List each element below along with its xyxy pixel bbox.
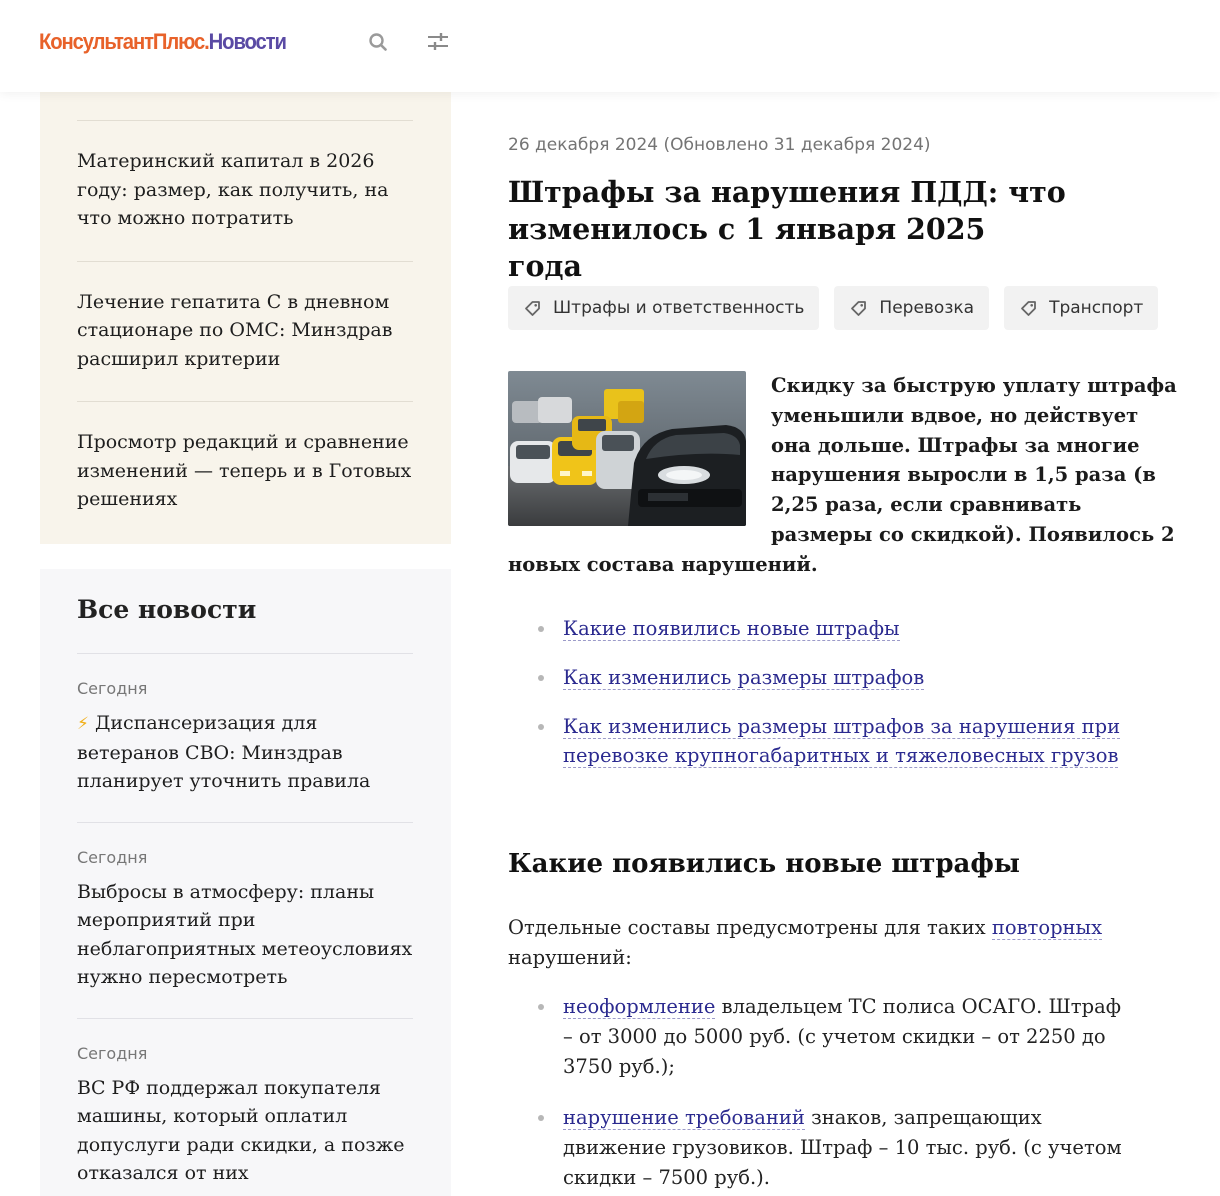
toc-item — [536, 663, 1176, 693]
lead-image — [508, 371, 746, 526]
logo-dot: . — [204, 29, 209, 54]
toc-item — [536, 614, 1176, 644]
tag-transportation[interactable] — [834, 286, 989, 330]
lightning-icon: ⚡ — [77, 714, 89, 734]
article-date: 26 декабря 2024 (Обновлено 31 декабря 2024) — [508, 135, 931, 155]
featured-item[interactable]: Просмотр редакций и сравнение изменений — теперь и в Готовых решениях — [77, 401, 413, 542]
search-icon[interactable] — [367, 31, 389, 53]
article-tags — [508, 286, 1158, 330]
news-date: Сегодня — [77, 847, 148, 867]
news-item[interactable] — [77, 822, 413, 1018]
article-lead — [508, 371, 1178, 580]
site-header — [0, 0, 1220, 92]
tag-fines[interactable] — [508, 286, 819, 330]
toc-item — [536, 712, 1176, 772]
sidebar-featured — [40, 92, 451, 544]
list-item — [536, 1103, 1136, 1193]
tag-icon — [1019, 298, 1039, 318]
article-title: Штрафы за нарушения ПДД: что изменилось с 1 января 2025 года — [508, 175, 1066, 283]
paragraph-text: нарушений: — [508, 946, 632, 969]
all-news-title[interactable]: Все новости — [77, 595, 257, 624]
news-title[interactable]: Выбросы в атмосферу: планы мероприятий при неблагоприятных метеоусловиях нужно пересмотреть — [77, 880, 413, 988]
featured-item[interactable]: Материнский капитал в 2026 году: размер, как получить, на что можно потратить — [77, 120, 413, 261]
link-sign-violation[interactable]: нарушение требований — [563, 1106, 805, 1129]
logo-section: Новости — [208, 29, 286, 54]
list-item — [536, 992, 1136, 1082]
news-date: Сегодня — [77, 1043, 148, 1063]
list-item-text: владельцем ТС полиса ОСАГО. Штраф – от 3000 до 5000 руб. (с учетом скидки – от 2250 до 3750 руб.); — [563, 995, 1121, 1078]
logo-brand: КонсультантПлюс — [39, 29, 205, 54]
news-title[interactable]: ВС РФ поддержал покупателя машины, который оплатил допуслуги ради скидки, а позже отказался от них — [77, 1076, 405, 1184]
paragraph-text: Отдельные составы предусмотрены для таких — [508, 916, 992, 939]
toc-link-oversized-cargo[interactable]: Как изменились размеры штрафов за нарушения при перевозке крупногабаритных и тяжеловесных грузов — [563, 714, 1121, 768]
link-repeated[interactable]: повторных — [991, 916, 1103, 939]
tag-icon — [849, 298, 869, 318]
news-title[interactable] — [77, 709, 413, 796]
section-title: Какие появились новые штрафы — [508, 849, 1020, 879]
section-paragraph — [508, 913, 1148, 973]
featured-item[interactable]: Лечение гепатита С в дневном стационаре по ОМС: Минздрав расширил критерии — [77, 261, 413, 402]
toc-link-fine-amounts[interactable]: Как изменились размеры штрафов — [563, 665, 925, 689]
featured-list — [77, 120, 413, 542]
site-logo[interactable] — [39, 29, 286, 55]
tag-transport[interactable] — [1004, 286, 1158, 330]
filter-icon[interactable] — [427, 31, 449, 53]
link-no-osago[interactable]: неоформление — [563, 995, 716, 1018]
news-title-text: Диспансеризация для ветеранов СВО: Минздрав планирует уточнить правила — [77, 712, 371, 792]
tag-icon — [523, 298, 543, 318]
sidebar-all-news — [40, 569, 451, 1196]
news-date: Сегодня — [77, 679, 148, 698]
table-of-contents — [536, 614, 1176, 790]
lead-text: Скидку за быструю уплату штрафа уменьшили вдвое, но действует она дольше. Штрафы за многие нарушения выросли в 1,5 раза (в 2,25 раза, если сравнивать размеры со скидкой). Появилось 2 новых состава нарушений. — [508, 374, 1177, 576]
tag-label: Транспорт — [1049, 298, 1144, 318]
list-item-text: знаков, запрещающих движение грузовиков. Штраф – 10 тыс. руб. (с учетом скидки – 7500 руб.). — [563, 1106, 1122, 1189]
violations-list — [536, 992, 1136, 1196]
tag-label: Перевозка — [879, 298, 975, 318]
news-item[interactable] — [77, 1018, 413, 1196]
all-news-list — [77, 653, 413, 1196]
tag-label: Штрафы и ответственность — [553, 298, 805, 318]
news-item[interactable] — [77, 653, 413, 822]
toc-link-new-fines[interactable]: Какие появились новые штрафы — [563, 617, 900, 640]
